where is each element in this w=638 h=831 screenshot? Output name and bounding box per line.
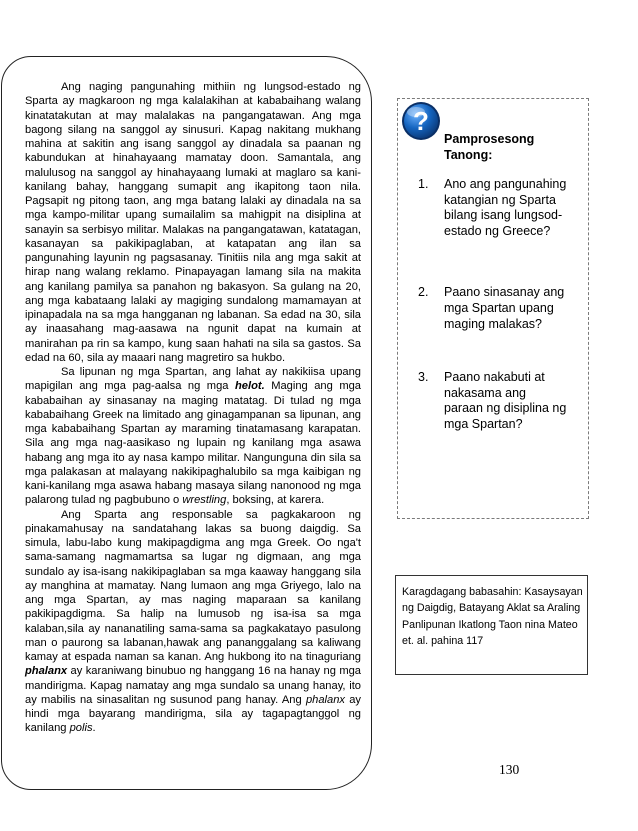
question-number: 1.: [418, 177, 429, 191]
question-number: 2.: [418, 285, 429, 300]
additional-reading-text: Karagdagang babasahin: Kasaysayan ng Daigdig, Batayang Aklat sa Araling Panlipunan Ikatlong Taon nina Mateo et. al. pahina 117: [402, 586, 583, 647]
question-text: Paano nakabuti at nakasama ang paraan ng disiplina ng mga Spartan?: [444, 370, 567, 431]
additional-reading-box: [395, 575, 588, 675]
question-mark-icon: [401, 101, 441, 141]
question-number: 3.: [418, 370, 429, 385]
question-list: [418, 177, 568, 433]
text-run: .: [92, 722, 96, 735]
text-run: Ang Sparta ang responsable sa pagkakaroon ng pinakamahusay na sandatahang lakas sa buong daigdig. Sa simula, labu-labo kung makipagdigma ang mga Greek. Oo nga't sama-samang nagmamartsa sa lugar ng digmaan, ang mga sundalo ay isa-isang nakikipaglaban sa mga kaaway hanggang sila ay manghina at mamatay. Nang lumaon ang mga Griyego, lalo na ang mga Spartan, ay mas naging maparaan sa kanilang pakikipagdigma. Sa halip na lumusob ng isa-isa sa mga kalaban,sila ay nananatiling sama-sama sa pagkakatayo pasulong man o paurong sa labanan,hawak ang pananggalang sa kaliwang kamay at espada naman sa kanan. Ang hukbong ito na tinaguriang: [25, 508, 361, 663]
question-item: [418, 285, 568, 332]
text-run: Maging ang mga kababaihan ay sinasanay na maging matatag. Di tulad ng mga kababaihang Greek na limitado ang ginagampanan sa lipunan, ang mga kababaihang Spartan ay maraming tinatamasang karapatan. Sila ang mga nag-aasikaso ng lupain ng kanilang mga asawa habang ang mga ito ay nasa kampo militar. Nangunguna din sila sa mga palakasan at malayang nakikipaghalubilo sa mga kaibigan ng kani-kanilang mga asawa habang masaya silang nanonood ng mga palarong tulad ng pagbubuno o: [25, 380, 361, 507]
article-paragraph: [25, 80, 361, 365]
question-item: [418, 370, 568, 432]
emphasized-term: helot.: [234, 380, 265, 393]
article-paragraph: [25, 508, 361, 736]
question-glyph: ?: [413, 106, 429, 136]
text-run: Ang naging pangunahing mithiin ng lungsod-estado ng Sparta ay magkaroon ng mga kalalakihan at kababaihang walang kinatatakutan at may malalakas na pangangatawan. Ang mga bagong silang na sanggol ay sinusuri. Kapag nakitang mukhang mahina at sakitin ang isang sanggol ay dinadala sa paanan ng kabundukan at hinahayaang mamatay doon. Samantala, ang malulusog na sanggol ay hinahayaang lumaki at maglaro sa kani-kanilang bahay, hanggang sumapit ang ikapitong taon nila. Pagsapit ng pitong taon, ang mga batang lalaki ay dinadala na sa mga kampo-militar upang sumailalim sa mahigpit na disiplina at sanayin sa serbisyo militar. Malakas na pangangatawan, katatagan, kasanayan sa pakikipaglaban, at katapatan ang ilan sa pangunahing layunin ng pagsasanay. Tinitiis nila ang mga sakit at hirap nang walang reklamo. Pinapayagan lamang sila na makita ang kanilang pamilya sa panahon ng bakasyon. Sa gulang na 20, ang mga kabataang lalaki ay magiging sundalong mamamayan at ipinapadala na sa mga hangganan ng labanan. Sa edad na 30, sila ay inaasahang mag-aasawa na ngunit dapat na kumain at manirahan pa rin sa kampo, kung saan hahati na sila sa gastos. Sa edad na 60, sila ay maaari nang magretiro sa hukbo.: [25, 81, 361, 364]
text-run: ay hindi mga bayarang mandirigma, sila ay tagapagtanggol ng kanilang: [25, 693, 361, 735]
emphasized-term: wrestling: [182, 494, 227, 507]
section-title-line2: Tanong:: [444, 148, 493, 162]
text-run: ay karaniwang binubuo ng hanggang 16 na hanay ng mga mandirigma. Kapag namatay ang mga sundalo sa unang hanay, ito ay mabilis na sinasalitan ng susunod pang hanay. Ang: [25, 665, 361, 706]
emphasized-term: polis: [69, 722, 93, 735]
section-title: [444, 131, 534, 163]
text-run: Sa lipunan ng mga Spartan, ang lahat ay nakikiisa upang mapigilan ang mga pag-aalsa ng mga: [25, 366, 361, 393]
article-paragraph: [25, 365, 361, 508]
question-item: [418, 177, 568, 239]
question-text: Paano sinasanay ang mga Spartan upang maging malakas?: [444, 285, 565, 331]
text-run: , boksing, at karera.: [226, 494, 325, 507]
emphasized-term: phalanx: [25, 665, 68, 678]
question-text: Ano ang pangunahing katangian ng Sparta bilang isang lungsod-estado ng Greece?: [444, 177, 567, 238]
page-number: 130: [499, 762, 520, 777]
emphasized-term: phalanx: [305, 693, 345, 706]
section-title-line1: Pamprosesong: [444, 132, 535, 146]
main-article-text: [25, 80, 361, 736]
